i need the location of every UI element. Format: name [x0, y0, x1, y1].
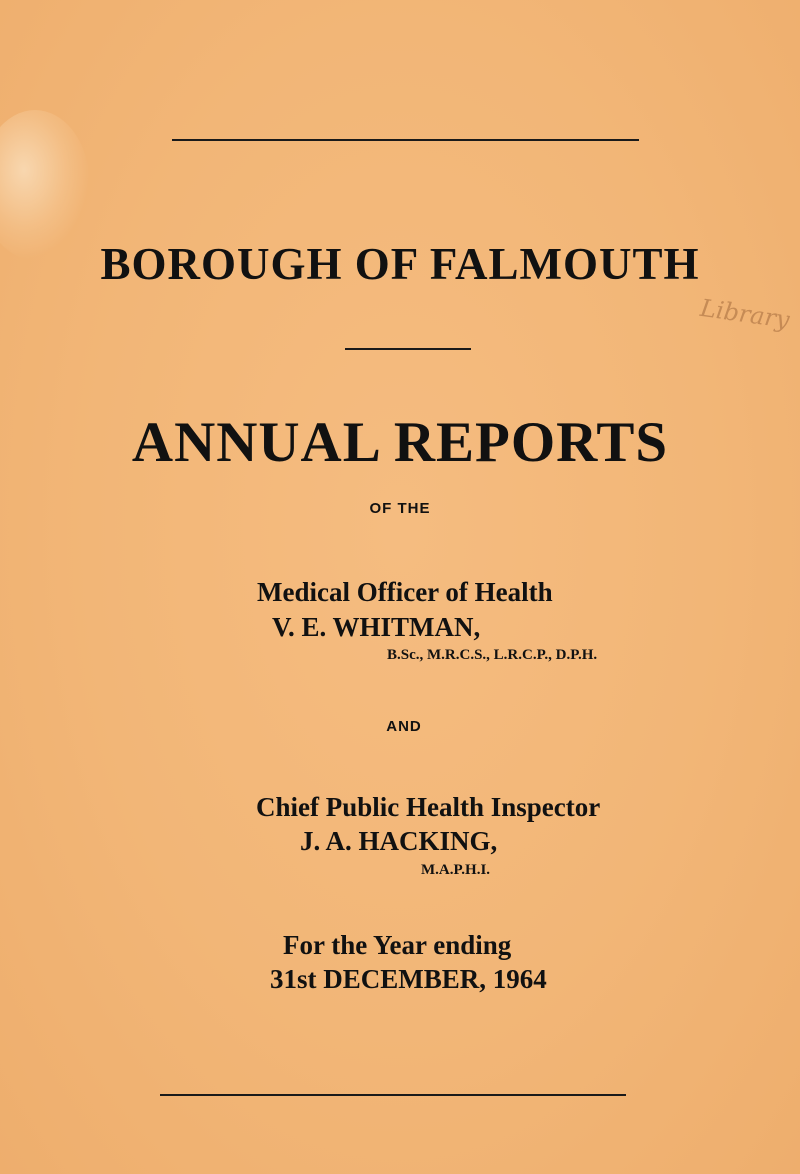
- conjunction-and: AND: [386, 718, 422, 735]
- inspector-role: Chief Public Health Inspector: [256, 792, 601, 822]
- medical-officer-qualifications: B.Sc., M.R.C.S., L.R.C.P., D.P.H.: [387, 647, 598, 663]
- top-rule: [172, 139, 639, 141]
- medical-officer-role: Medical Officer of Health: [257, 577, 553, 607]
- medical-officer-name: V. E. WHITMAN,: [272, 612, 481, 642]
- middle-rule: [345, 348, 471, 350]
- period-line-2: 31st DECEMBER, 1964: [270, 964, 547, 994]
- inspector-qualifications: M.A.P.H.I.: [421, 862, 491, 878]
- report-subtitle: OF THE: [369, 500, 431, 517]
- bottom-rule: [160, 1094, 626, 1096]
- borough-title: BOROUGH OF FALMOUTH: [100, 239, 700, 289]
- inspector-name: J. A. HACKING,: [300, 826, 498, 856]
- period-line-1: For the Year ending: [283, 930, 512, 960]
- library-annotation: Library: [698, 293, 792, 335]
- report-title: ANNUAL REPORTS: [131, 411, 669, 474]
